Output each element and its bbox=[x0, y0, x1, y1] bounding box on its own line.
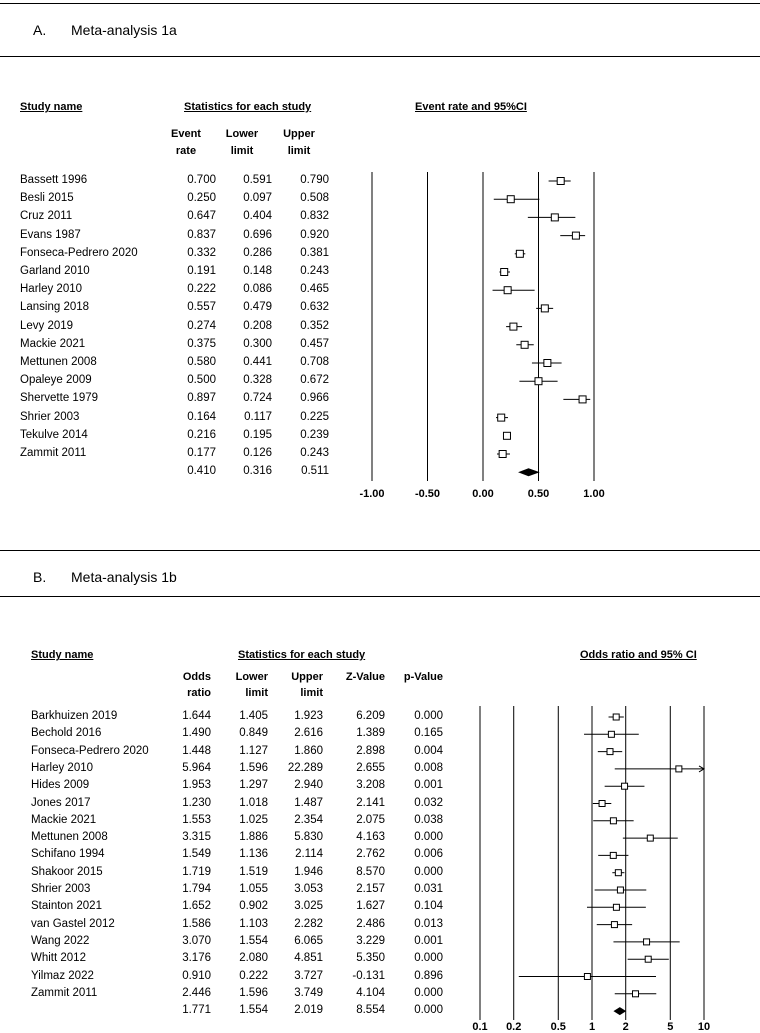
panel-b-lower-limit: 1.405 bbox=[239, 710, 268, 722]
panel-b-upper-limit: 3.053 bbox=[294, 883, 323, 895]
panel-b-lower-limit: 1.596 bbox=[239, 761, 268, 774]
panel-b-odds-ratio: 1.644 bbox=[182, 710, 211, 722]
panel-b-p-value: 0.000 bbox=[414, 831, 443, 844]
panel-b-point-marker bbox=[622, 783, 628, 789]
panel-b-point-marker bbox=[613, 714, 619, 720]
panel-a-event-rate: 0.557 bbox=[187, 301, 216, 314]
panel-b-z-value: 2.075 bbox=[356, 813, 385, 826]
panel-a-upper-limit: 0.457 bbox=[300, 337, 329, 350]
panel-b-upper-limit: 1.487 bbox=[294, 796, 323, 809]
panel-b-colhead-4-line1: p-Value bbox=[403, 671, 443, 683]
panel-a-event-rate: 0.837 bbox=[187, 228, 216, 241]
panel-a-event-rate: 0.897 bbox=[187, 392, 216, 405]
panel-b-point-marker bbox=[633, 991, 639, 997]
panel-b-odds-ratio: 0.910 bbox=[182, 969, 211, 982]
panel-b-p-value: 0.038 bbox=[414, 813, 443, 826]
panel-b-colhead-1-line1: Lower bbox=[235, 671, 268, 683]
panel-a-pooled-lower: 0.316 bbox=[243, 465, 272, 478]
panel-a-x-tick-label: -0.50 bbox=[414, 488, 441, 500]
panel-a-event-rate: 0.164 bbox=[187, 410, 216, 423]
panel-b-z-value: 2.762 bbox=[356, 848, 385, 861]
panel-b-p-value: 0.006 bbox=[414, 848, 443, 861]
panel-a-study-name: Bassett 1996 bbox=[20, 174, 88, 186]
panel-a-colhead-0-line1: Event bbox=[171, 128, 201, 140]
panel-b-study-name: Shrier 2003 bbox=[31, 883, 91, 895]
panel-a-lower-limit: 0.195 bbox=[243, 428, 272, 441]
panel-a-event-rate: 0.375 bbox=[187, 337, 216, 350]
panel-b-study-name: van Gastel 2012 bbox=[31, 917, 115, 930]
panel-b-study-name: Zammit 2011 bbox=[31, 986, 98, 999]
panel-a-upper-limit: 0.381 bbox=[300, 246, 329, 259]
panel-b-study-name: Mettunen 2008 bbox=[31, 831, 108, 844]
panel-b-odds-ratio: 1.953 bbox=[182, 779, 211, 792]
panel-b-upper-limit: 2.940 bbox=[294, 779, 323, 792]
panel-b-x-tick-label: 5 bbox=[667, 1021, 674, 1033]
panel-a-study-name: Shrier 2003 bbox=[20, 410, 80, 423]
panel-a-study-name: Garland 2010 bbox=[20, 265, 90, 277]
panel-a-event-rate: 0.250 bbox=[187, 192, 216, 205]
panel-b-p-value: 0.896 bbox=[414, 969, 443, 982]
panel-b-header-study: Study name bbox=[31, 649, 94, 661]
panel-a-upper-limit: 0.239 bbox=[300, 428, 329, 441]
panel-b-point-marker bbox=[611, 922, 617, 928]
panel-b-study-name: Shakoor 2015 bbox=[31, 865, 103, 878]
panel-b-pooled-ratio: 1.771 bbox=[182, 1004, 211, 1017]
panel-b-p-value: 0.001 bbox=[414, 934, 443, 947]
panel-a-study-name: Fonseca-Pedrero 2020 bbox=[20, 246, 138, 259]
panel-b-p-value: 0.001 bbox=[414, 779, 443, 792]
panel-a-study-name: Shervette 1979 bbox=[20, 392, 99, 405]
panel-b-z-value: 4.104 bbox=[356, 986, 385, 999]
panel-a-lower-limit: 0.404 bbox=[243, 210, 272, 223]
panel-b-z-value: 3.229 bbox=[356, 934, 385, 947]
panel-a-upper-limit: 0.352 bbox=[300, 319, 329, 332]
panel-b-point-marker bbox=[608, 731, 614, 737]
panel-b-study-name: Schifano 1994 bbox=[31, 848, 105, 861]
panel-b-colhead-0-line2: ratio bbox=[187, 687, 211, 699]
panel-b-lower-limit: 1.596 bbox=[239, 986, 268, 999]
panel-b-odds-ratio: 1.553 bbox=[182, 813, 211, 826]
panel-b-odds-ratio: 3.315 bbox=[182, 831, 211, 844]
panel-b-header-stats: Statistics for each study bbox=[238, 649, 366, 661]
panel-b-lower-limit: 1.127 bbox=[239, 744, 268, 757]
panel-a-header-stats: Statistics for each study bbox=[184, 101, 312, 113]
panel-a-event-rate: 0.177 bbox=[187, 447, 216, 459]
panel-b-study-name: Whitt 2012 bbox=[31, 952, 86, 965]
panel-b-point-marker bbox=[615, 870, 621, 876]
panel-b-upper-limit: 1.946 bbox=[294, 865, 323, 878]
panel-a-event-rate: 0.222 bbox=[187, 283, 216, 296]
panel-a-lower-limit: 0.126 bbox=[243, 447, 272, 459]
panel-b-x-tick-label: 0.5 bbox=[550, 1021, 566, 1033]
panel-b-point-marker bbox=[610, 818, 616, 824]
panel-b-header-plot: Odds ratio and 95% CI bbox=[580, 649, 697, 661]
panel-a-event-rate: 0.700 bbox=[187, 174, 216, 186]
panel-a-x-tick-label: -1.00 bbox=[359, 488, 385, 500]
panel-b-lower-limit: 1.025 bbox=[239, 813, 268, 826]
panel-a-lower-limit: 0.479 bbox=[243, 301, 272, 314]
panel-a-study-name: Cruz 2011 bbox=[20, 210, 73, 223]
panel-a-lower-limit: 0.328 bbox=[243, 374, 272, 387]
panel-b-p-value: 0.000 bbox=[414, 986, 443, 999]
panel-b-x-tick-label: 0.2 bbox=[506, 1021, 522, 1033]
panel-b-lower-limit: 1.018 bbox=[239, 796, 268, 809]
panel-b-lower-limit: 0.902 bbox=[239, 900, 268, 913]
panel-a-colhead-1-line1: Lower bbox=[225, 128, 259, 140]
panel-b-study-name: Mackie 2021 bbox=[31, 813, 97, 826]
panel-b-odds-ratio: 1.549 bbox=[182, 848, 211, 861]
panel-a-lower-limit: 0.696 bbox=[243, 228, 272, 241]
panel-a-upper-limit: 0.508 bbox=[300, 192, 329, 205]
panel-a-lower-limit: 0.208 bbox=[243, 319, 272, 332]
panel-a-upper-limit: 0.966 bbox=[300, 392, 329, 405]
panel-a-study-name: Tekulve 2014 bbox=[20, 428, 88, 441]
panel-a-title: Meta-analysis 1a bbox=[71, 22, 177, 38]
panel-b-study-name: Barkhuizen 2019 bbox=[31, 710, 118, 722]
panel-b-study-name: Fonseca-Pedrero 2020 bbox=[31, 744, 149, 757]
panel-a-upper-limit: 0.243 bbox=[300, 265, 329, 277]
panel-a-study-name: Besli 2015 bbox=[20, 192, 74, 205]
panel-b-z-value: 2.898 bbox=[356, 744, 385, 757]
panel-a-upper-limit: 0.243 bbox=[300, 447, 329, 459]
panel-b-p-value: 0.000 bbox=[414, 710, 443, 722]
panel-a-upper-limit: 0.920 bbox=[300, 228, 329, 241]
panel-b-p-value: 0.104 bbox=[414, 900, 443, 913]
panel-b-pooled-p: 0.000 bbox=[414, 1004, 443, 1017]
panel-b-study-name: Wang 2022 bbox=[31, 934, 90, 947]
panel-b-z-value: 1.627 bbox=[356, 900, 385, 913]
panel-b-lower-limit: 1.297 bbox=[239, 779, 268, 792]
panel-b-z-value: 2.141 bbox=[356, 796, 385, 809]
panel-a-upper-limit: 0.632 bbox=[300, 301, 329, 314]
panel-a-event-rate: 0.500 bbox=[187, 374, 216, 387]
panel-b-p-value: 0.013 bbox=[414, 917, 443, 930]
panel-b-upper-limit: 3.749 bbox=[294, 986, 323, 999]
panel-b-point-marker bbox=[644, 939, 650, 945]
panel-a-upper-limit: 0.708 bbox=[300, 356, 329, 368]
panel-a-lower-limit: 0.286 bbox=[243, 246, 272, 259]
panel-a-event-rate: 0.216 bbox=[187, 428, 216, 441]
panel-b-point-marker bbox=[584, 974, 590, 980]
panel-b-p-value: 0.000 bbox=[414, 865, 443, 878]
panel-a-lower-limit: 0.097 bbox=[243, 192, 272, 205]
panel-a-study-name: Zammit 2011 bbox=[20, 447, 87, 459]
panel-a-letter: A. bbox=[33, 22, 47, 38]
panel-a-study-name: Harley 2010 bbox=[20, 283, 83, 296]
panel-b-odds-ratio: 3.176 bbox=[182, 952, 211, 965]
panel-b-z-value: 8.570 bbox=[356, 865, 385, 878]
panel-b-study-name: Bechold 2016 bbox=[31, 727, 102, 740]
panel-b-x-tick-label: 10 bbox=[697, 1021, 711, 1033]
panel-b-z-value: 6.209 bbox=[356, 710, 385, 722]
panel-a-lower-limit: 0.117 bbox=[244, 410, 272, 423]
panel-a-study-name: Levy 2019 bbox=[20, 319, 74, 332]
panel-b-odds-ratio: 1.230 bbox=[182, 796, 211, 809]
panel-a-upper-limit: 0.465 bbox=[300, 283, 329, 296]
panel-b-p-value: 0.031 bbox=[414, 883, 443, 895]
panel-b-z-value: 5.350 bbox=[356, 952, 385, 965]
panel-b-study-name: Yilmaz 2022 bbox=[31, 969, 94, 982]
panel-b-x-tick-label: 0.1 bbox=[472, 1021, 488, 1033]
panel-b-lower-limit: 0.849 bbox=[239, 727, 268, 740]
panel-a-study-name: Lansing 2018 bbox=[20, 301, 90, 314]
panel-a-colhead-0-line2: rate bbox=[175, 145, 197, 157]
panel-b-p-value: 0.032 bbox=[414, 796, 443, 809]
panel-b-p-value: 0.008 bbox=[414, 761, 443, 774]
panel-b-upper-limit: 2.616 bbox=[294, 727, 323, 740]
panel-b-z-value: 1.389 bbox=[356, 727, 385, 740]
panel-b-upper-limit: 1.860 bbox=[294, 744, 323, 757]
panel-a-upper-limit: 0.672 bbox=[300, 374, 329, 387]
panel-b-colhead-0-line1: Odds bbox=[182, 671, 211, 683]
panel-b-upper-limit: 4.851 bbox=[294, 952, 323, 965]
panel-a-lower-limit: 0.148 bbox=[243, 265, 272, 277]
panel-a-study-name: Opaleye 2009 bbox=[20, 374, 92, 387]
panel-b-upper-limit: 2.114 bbox=[295, 848, 323, 861]
panel-b-point-marker bbox=[645, 956, 651, 962]
panel-a-x-tick-label: 0.50 bbox=[527, 488, 550, 500]
panel-b-lower-limit: 1.103 bbox=[239, 917, 268, 930]
panel-b-z-value: 2.655 bbox=[356, 761, 385, 774]
panel-a-header-plot: Event rate and 95%CI bbox=[415, 101, 527, 113]
panel-b-study-name: Jones 2017 bbox=[31, 796, 91, 809]
panel-a-colhead-1-line2: limit bbox=[230, 145, 254, 157]
panel-a-colhead-2-line1: Upper bbox=[283, 128, 315, 140]
panel-b-odds-ratio: 5.964 bbox=[182, 761, 211, 774]
panel-b-odds-ratio: 1.448 bbox=[182, 744, 211, 757]
panel-b-point-marker bbox=[610, 852, 616, 858]
panel-b-lower-limit: 1.886 bbox=[239, 831, 268, 844]
panel-b-upper-limit: 1.923 bbox=[294, 710, 323, 722]
panel-b-upper-limit: 22.289 bbox=[287, 761, 323, 774]
panel-b-upper-limit: 2.282 bbox=[294, 917, 323, 930]
panel-b-z-value: 2.486 bbox=[356, 917, 385, 930]
panel-a-event-rate: 0.647 bbox=[187, 210, 216, 223]
panel-b-upper-limit: 3.727 bbox=[294, 969, 323, 982]
panel-a-pooled-rate: 0.410 bbox=[187, 465, 216, 478]
panel-b-pooled-lower: 1.554 bbox=[239, 1004, 268, 1017]
panel-b-odds-ratio: 1.652 bbox=[182, 900, 211, 913]
panel-a-pooled-upper: 0.511 bbox=[301, 465, 329, 478]
panel-a-event-rate: 0.274 bbox=[187, 319, 216, 332]
panel-b-point-marker bbox=[613, 904, 619, 910]
panel-a-lower-limit: 0.300 bbox=[243, 337, 272, 350]
panel-b-title: Meta-analysis 1b bbox=[71, 569, 177, 585]
panel-b-z-value: 3.208 bbox=[356, 779, 385, 792]
panel-b-pooled-upper: 2.019 bbox=[294, 1004, 323, 1017]
panel-b-lower-limit: 0.222 bbox=[239, 969, 268, 982]
panel-b-upper-limit: 3.025 bbox=[294, 900, 323, 913]
panel-b-colhead-3-line1: Z-Value bbox=[345, 671, 385, 683]
panel-b-z-value: -0.131 bbox=[352, 969, 385, 982]
panel-b-odds-ratio: 1.794 bbox=[182, 883, 211, 895]
panel-b-upper-limit: 5.830 bbox=[294, 831, 323, 844]
panel-b-letter: B. bbox=[33, 569, 47, 585]
panel-a-upper-limit: 0.790 bbox=[300, 174, 329, 186]
panel-b-p-value: 0.004 bbox=[414, 744, 443, 757]
panel-b-z-value: 4.163 bbox=[356, 831, 385, 844]
panel-b-study-name: Stainton 2021 bbox=[31, 900, 102, 913]
panel-b-odds-ratio: 2.446 bbox=[182, 986, 211, 999]
panel-a-lower-limit: 0.441 bbox=[243, 356, 272, 368]
panel-b-lower-limit: 1.554 bbox=[239, 934, 268, 947]
panel-b-z-value: 2.157 bbox=[356, 883, 385, 895]
panel-b-x-tick-label: 1 bbox=[588, 1021, 596, 1033]
panel-b-point-marker bbox=[607, 749, 613, 755]
panel-b-colhead-1-line2: limit bbox=[245, 687, 268, 699]
panel-a-event-rate: 0.191 bbox=[187, 265, 216, 277]
panel-b-colhead-2-line1: Upper bbox=[291, 671, 323, 683]
panel-b-odds-ratio: 3.070 bbox=[182, 934, 211, 947]
panel-b-odds-ratio: 1.586 bbox=[182, 917, 211, 930]
panel-a-lower-limit: 0.591 bbox=[243, 174, 272, 186]
panel-b-pooled-z: 8.554 bbox=[356, 1004, 385, 1017]
panel-a-lower-limit: 0.724 bbox=[243, 392, 272, 405]
panel-a-study-name: Mackie 2021 bbox=[20, 337, 86, 350]
panel-a-lower-limit: 0.086 bbox=[243, 283, 272, 296]
panel-b-point-marker bbox=[599, 801, 605, 807]
panel-b-pooled-diamond bbox=[613, 1007, 626, 1015]
panel-b-upper-limit: 2.354 bbox=[294, 813, 323, 826]
panel-a-header-study: Study name bbox=[20, 101, 83, 113]
panel-b-odds-ratio: 1.719 bbox=[182, 865, 211, 878]
panel-a-event-rate: 0.580 bbox=[187, 356, 216, 368]
panel-b-colhead-2-line2: limit bbox=[300, 687, 323, 699]
panel-b-point-marker bbox=[647, 835, 653, 841]
panel-b-study-name: Hides 2009 bbox=[31, 779, 90, 792]
panel-b-x-tick-label: 2 bbox=[622, 1021, 629, 1033]
panel-a-event-rate: 0.332 bbox=[187, 246, 216, 259]
panel-a-x-tick-label: 1.00 bbox=[583, 488, 605, 500]
panel-a-study-name: Mettunen 2008 bbox=[20, 356, 97, 368]
panel-b-lower-limit: 1.055 bbox=[239, 883, 268, 895]
panel-b-odds-ratio: 1.490 bbox=[182, 727, 211, 740]
panel-b-lower-limit: 2.080 bbox=[239, 952, 268, 965]
panel-a-colhead-2-line2: limit bbox=[287, 145, 311, 157]
panel-b-study-name: Harley 2010 bbox=[31, 761, 94, 774]
panel-a-upper-limit: 0.832 bbox=[300, 210, 329, 223]
panel-b-point-marker bbox=[617, 887, 623, 893]
panel-b-lower-limit: 1.519 bbox=[239, 865, 268, 878]
panel-a-study-name: Evans 1987 bbox=[20, 228, 81, 241]
panel-b-upper-limit: 6.065 bbox=[294, 934, 323, 947]
panel-a-upper-limit: 0.225 bbox=[300, 410, 329, 423]
panel-b-p-value: 0.000 bbox=[414, 952, 443, 965]
panel-a-x-tick-label: 0.00 bbox=[472, 488, 494, 500]
panel-b-point-marker bbox=[676, 766, 682, 772]
panel-b-p-value: 0.165 bbox=[414, 727, 443, 740]
panel-b-lower-limit: 1.136 bbox=[239, 848, 268, 861]
